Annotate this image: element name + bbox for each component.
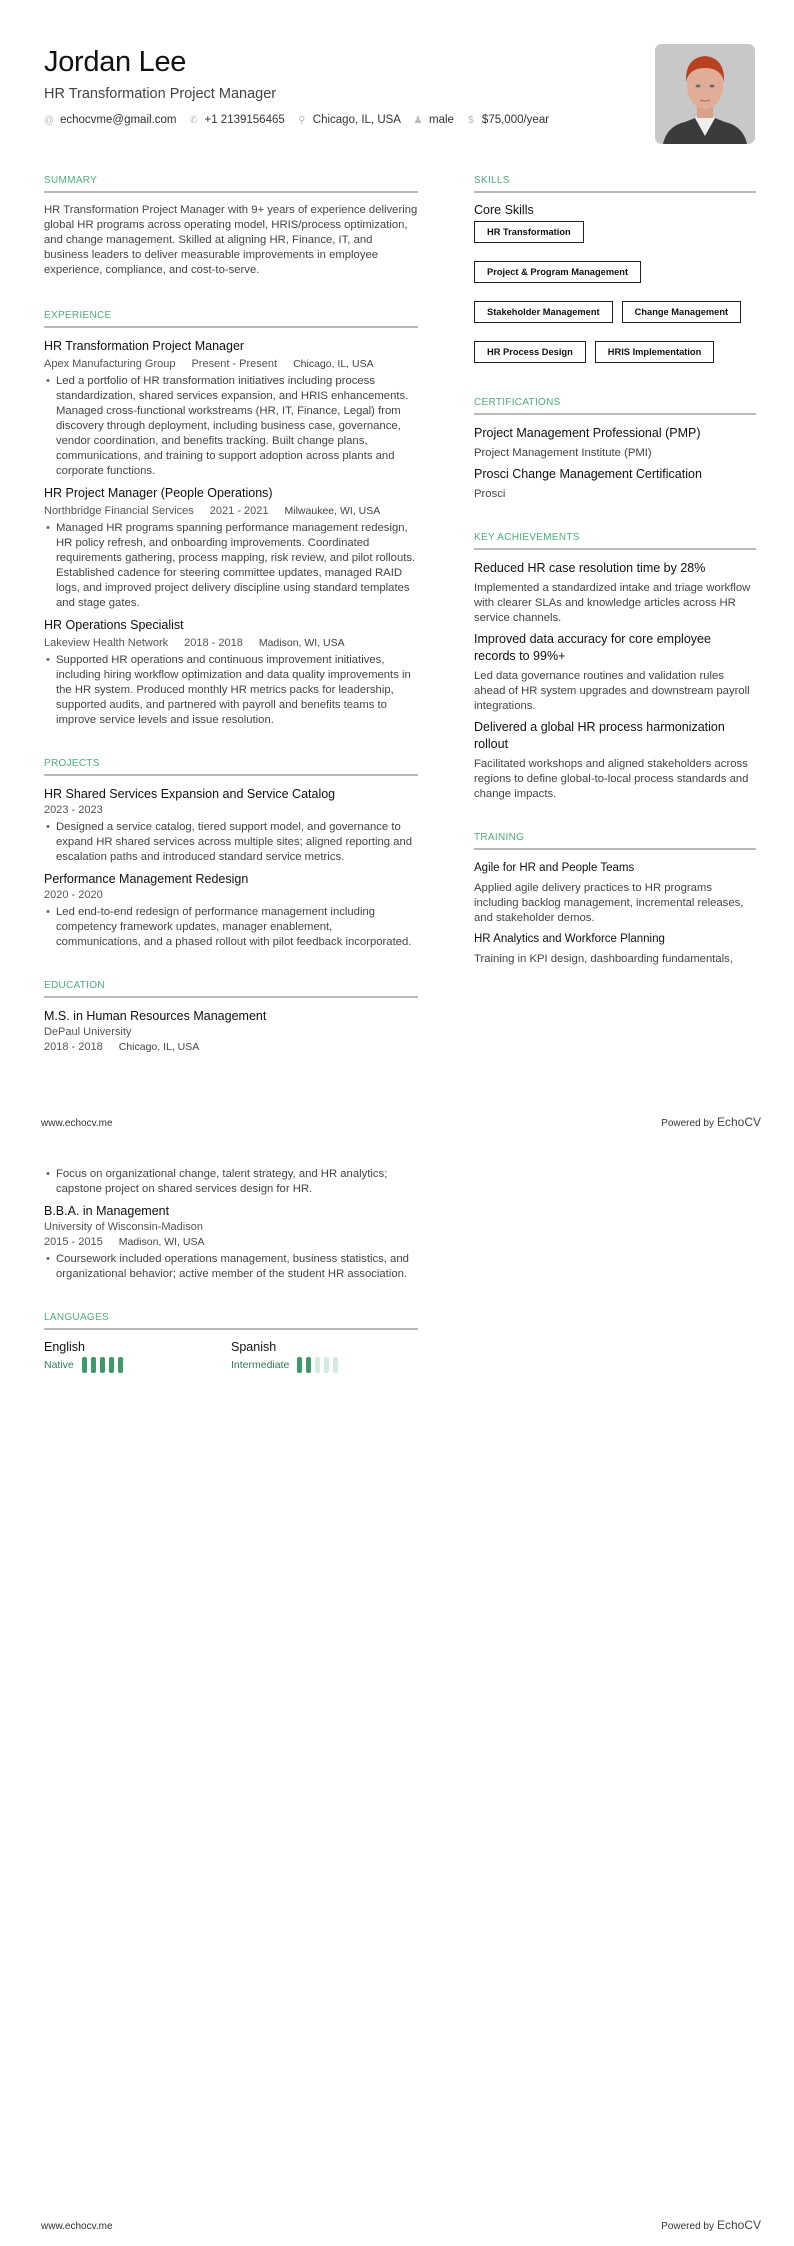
- experience-item: [44, 485, 418, 611]
- job-location: Chicago, IL, USA: [293, 358, 374, 370]
- right-column: [474, 175, 756, 967]
- job-meta: [44, 504, 418, 519]
- achievement-text: Facilitated workshops and aligned stakeholders across regions to define global-to-local process standards and change impacts.: [474, 758, 749, 800]
- brand-name: EchoCV: [716, 1115, 761, 1129]
- powered-by-label: Powered by: [661, 1118, 714, 1129]
- education-dates: 2015 - 2015: [44, 1236, 103, 1248]
- person-icon: ♟: [413, 114, 423, 126]
- degree-name: B.B.A. in Management: [44, 1204, 170, 1218]
- contact-email[interactable]: [44, 114, 177, 126]
- contact-list: [44, 114, 644, 126]
- salary-icon: $: [468, 114, 474, 126]
- section-heading: EXPERIENCE: [44, 310, 418, 328]
- education-meta: [44, 1040, 418, 1055]
- project-dates-text: 2023 - 2023: [44, 804, 103, 816]
- resume-page-2: [0, 1123, 794, 2246]
- proficiency-bars-icon: [297, 1357, 338, 1373]
- contact-gender: [413, 114, 454, 126]
- education-dates: 2018 - 2018: [44, 1041, 103, 1053]
- achievement-item: [474, 631, 756, 714]
- company-name: Apex Manufacturing Group: [44, 358, 176, 370]
- bullet-item: • Coursework included operations management, business statistics, and organizational behavior; active member of the student HR association.: [44, 1252, 418, 1282]
- brand-name: EchoCV: [716, 2218, 761, 2232]
- contact-value: Chicago, IL, USA: [312, 114, 401, 126]
- project-dates: [44, 803, 418, 818]
- education-section: [44, 980, 418, 1055]
- degree-name: M.S. in Human Resources Management: [44, 1009, 267, 1023]
- at-icon: @: [44, 114, 55, 126]
- language-level: Native: [44, 1359, 74, 1371]
- school-name-row: [44, 1025, 418, 1040]
- location-pin-icon: ⚲: [298, 114, 306, 126]
- project-bullets: [44, 820, 418, 865]
- experience-section: [44, 310, 418, 728]
- job-location: Milwaukee, WI, USA: [284, 505, 381, 517]
- skill-chips: [474, 221, 756, 363]
- job-bullets: [44, 653, 418, 728]
- school-name-row: [44, 1220, 418, 1235]
- job-title: HR Project Manager (People Operations): [44, 486, 273, 500]
- job-meta: [44, 636, 418, 651]
- achievement-title: Improved data accuracy for core employee records to 99%+: [474, 632, 711, 663]
- bullet-item: • Led end-to-end redesign of performance management including competency framework updates, manager enablement, communications, and a phased rollout with pilot feedback incorporated.: [44, 905, 418, 950]
- project-bullets: [44, 905, 418, 950]
- training-section: [474, 832, 756, 967]
- bullet-item: • Designed a service catalog, tiered support model, and governance to expand HR shared services across multiple sites; aligned reporting and escalation paths and introduced standard service metrics.: [44, 820, 418, 865]
- certification-item: [474, 466, 756, 502]
- phone-icon: ✆: [189, 114, 198, 126]
- section-heading: SUMMARY: [44, 175, 418, 193]
- project-item: [44, 871, 418, 950]
- certification-issuer: Prosci: [474, 488, 506, 500]
- experience-item: [44, 617, 418, 728]
- projects-section: [44, 758, 418, 950]
- certification-issuer: Project Management Institute (PMI): [474, 447, 652, 459]
- achievement-item: [474, 719, 756, 802]
- contact-value: echocvme@gmail.com: [60, 114, 177, 126]
- summary-text: HR Transformation Project Manager with 9+ years of experience delivering global HR programs across operating model, HRIS/process optimization, and change management. Skilled at aligning HR, Finance, IT, and business leaders to deliver measurable improvements in employee experience, compliance, and cost-to-serve.: [44, 204, 418, 276]
- powered-by: [661, 2218, 761, 2232]
- left-column: [44, 175, 418, 1055]
- achievement-text: Implemented a standardized intake and triage workflow with clearer SLAs and knowledge articles across HR service channels.: [474, 582, 751, 624]
- bullet-item: • Managed HR programs spanning performance management redesign, HR policy refresh, and onboarding improvements. Coordinated requirements gathering, process mapping, risk review, and pilot rollouts. Established cadence for steering committee updates, managed RAID logs, and improved project delivery discipline using standard templates and stage gates.: [44, 521, 418, 611]
- avatar: [655, 44, 755, 144]
- job-meta: [44, 357, 418, 372]
- job-dates: 2018 - 2018: [184, 637, 243, 649]
- job-dates: 2021 - 2021: [209, 505, 269, 517]
- training-title: Agile for HR and People Teams: [474, 862, 635, 874]
- training-text: Training in KPI design, dashboarding fundamentals,: [474, 953, 733, 965]
- job-location: Madison, WI, USA: [258, 637, 345, 649]
- language-list: [44, 1340, 418, 1373]
- education-item: [44, 1008, 418, 1055]
- education-item: [44, 1203, 418, 1282]
- education-bullets: [44, 1167, 418, 1197]
- school-name: University of Wisconsin-Madison: [44, 1221, 203, 1233]
- skill-chip: HR Process Design: [474, 341, 586, 363]
- skill-chip: Change Management: [622, 301, 742, 323]
- powered-by-label: Powered by: [661, 2221, 714, 2232]
- certifications-section: [474, 397, 756, 502]
- skill-chip: HRIS Implementation: [595, 341, 715, 363]
- education-location: Chicago, IL, USA: [118, 1041, 200, 1053]
- language-item: [44, 1340, 231, 1373]
- training-item: [474, 860, 756, 926]
- candidate-headline: HR Transformation Project Manager: [44, 86, 277, 102]
- achievement-text: Led data governance routines and validation rules ahead of HR system upgrades and downstream payroll integrations.: [474, 670, 750, 712]
- languages-section: [44, 1312, 418, 1373]
- language-name: English: [44, 1340, 85, 1354]
- skill-chip: HR Transformation: [474, 221, 584, 243]
- bullet-item: • Led a portfolio of HR transformation initiatives including process standardization, shared services expansion, and HRIS enhancements. Managed cross-functional workstreams (HR, IT, Finance, Legal) from discovery through deployment, including business case, governance, vendor coordination, and benefits tracking. Built change plans, communications, and training to support adoption across plants and corporate functions.: [44, 374, 418, 479]
- job-bullets: [44, 374, 418, 479]
- training-text: Applied agile delivery practices to HR programs including backlog management, incremental releases, and stakeholder demos.: [474, 882, 744, 924]
- company-name: Lakeview Health Network: [44, 637, 169, 649]
- achievements-section: [474, 532, 756, 802]
- language-level-row: [231, 1357, 418, 1373]
- resume-header: [44, 44, 644, 126]
- section-heading: PROJECTS: [44, 758, 418, 776]
- project-dates: [44, 888, 418, 903]
- certification-name: Project Management Professional (PMP): [474, 426, 701, 440]
- education-location: Madison, WI, USA: [118, 1236, 205, 1248]
- job-dates: Present - Present: [191, 358, 278, 370]
- training-title: HR Analytics and Workforce Planning: [474, 933, 665, 945]
- contact-location: [297, 114, 401, 126]
- left-column: [44, 1165, 418, 1373]
- project-item: [44, 786, 418, 865]
- job-title: HR Operations Specialist: [44, 618, 184, 632]
- section-heading: KEY ACHIEVEMENTS: [474, 532, 756, 550]
- profile-photo-icon: [655, 44, 755, 144]
- project-name: HR Shared Services Expansion and Service Catalog: [44, 787, 336, 801]
- achievement-title: Delivered a global HR process harmonization rollout: [474, 720, 725, 751]
- section-heading: SKILLS: [474, 175, 756, 193]
- language-level: Intermediate: [231, 1359, 290, 1371]
- company-name: Northbridge Financial Services: [44, 505, 194, 517]
- language-level-row: [44, 1357, 231, 1373]
- page-footer: [41, 2218, 761, 2232]
- project-name: Performance Management Redesign: [44, 872, 249, 886]
- certification-item: [474, 425, 756, 461]
- proficiency-bars-icon: [82, 1357, 123, 1373]
- bullet-item: • Focus on organizational change, talent strategy, and HR analytics; capstone project on shared services design for HR.: [44, 1167, 418, 1197]
- achievement-item: [474, 560, 756, 626]
- contact-salary: [466, 114, 549, 126]
- section-heading: CERTIFICATIONS: [474, 397, 756, 415]
- job-title: HR Transformation Project Manager: [44, 339, 245, 353]
- contact-value: male: [428, 114, 454, 126]
- section-heading: TRAINING: [474, 832, 756, 850]
- project-dates-text: 2020 - 2020: [44, 889, 103, 901]
- contact-phone[interactable]: [189, 114, 285, 126]
- skill-chip: Stakeholder Management: [474, 301, 613, 323]
- job-bullets: [44, 521, 418, 611]
- website-link[interactable]: www.echocv.me: [41, 1118, 113, 1129]
- section-heading: LANGUAGES: [44, 1312, 418, 1330]
- achievement-title: Reduced HR case resolution time by 28%: [474, 561, 706, 575]
- skill-group-title: Core Skills: [474, 203, 534, 217]
- school-name: DePaul University: [44, 1026, 132, 1038]
- contact-value: +1 2139156465: [204, 114, 285, 126]
- bullet-item: • Supported HR operations and continuous improvement initiatives, including hiring workflow optimization and data quality improvements in the HR system. Produced monthly HR metrics packs for leadership, supported audits, and partnered with payroll and benefits teams to improve service levels and issue resolution.: [44, 653, 418, 728]
- summary-section: [44, 175, 418, 278]
- candidate-name: Jordan Lee: [44, 46, 187, 78]
- language-name: Spanish: [231, 1340, 277, 1354]
- skill-chip: Project & Program Management: [474, 261, 641, 283]
- training-item: [474, 931, 756, 967]
- language-item: [231, 1340, 418, 1373]
- contact-value: $75,000/year: [481, 114, 550, 126]
- certification-name: Prosci Change Management Certification: [474, 467, 702, 481]
- website-link[interactable]: www.echocv.me: [41, 2221, 113, 2232]
- education-meta: [44, 1235, 418, 1250]
- section-heading: EDUCATION: [44, 980, 418, 998]
- education-bullets: [44, 1252, 418, 1282]
- experience-item: [44, 338, 418, 479]
- skills-section: [474, 175, 756, 363]
